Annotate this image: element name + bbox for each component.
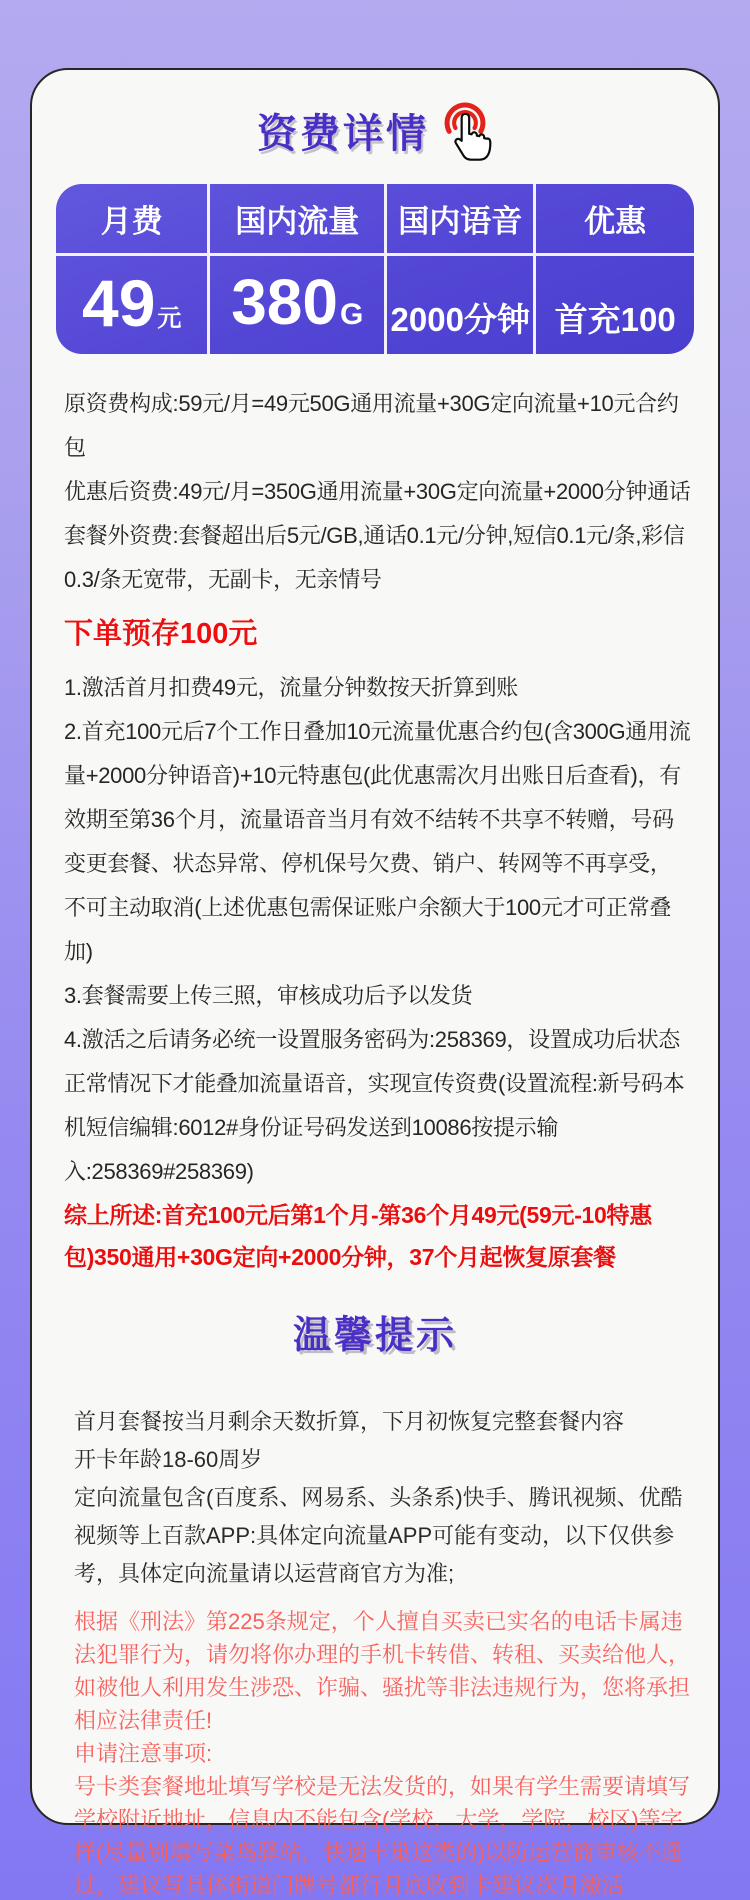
data-value: 380: [231, 266, 338, 338]
term-item: 1.激活首月扣费49元，流量分钟数按天折算到账: [64, 675, 518, 700]
data-unit: G: [339, 298, 364, 331]
warning-item: 号卡类套餐地址填写学校是无法发货的，如果有学生需要请填写学校附近地址，信息内不能包含(学校，大学，学院，校区)等字样(尽量别填写菜鸟驿站，快递丰巢这类的)以防运营商审核不通过，建议写具体街道门牌号都行月底收到卡建议次月激活: [74, 1774, 691, 1898]
detail-paragraph: 优惠后资费:49元/月=350G通用流量+30G定向流量+2000分钟通话: [64, 479, 691, 504]
page-title: 资费详情: [257, 112, 429, 156]
tariff-title-row: [56, 98, 694, 160]
monthly-fee-value: 49: [81, 266, 156, 340]
plan-table-header-promo: 优惠: [536, 184, 694, 256]
summary-paragraph: 综上所述:首充100元后第1个月-第36个月49元(59元-10特惠包)350通用+30G定向+2000分钟，37个月起恢复原套餐: [64, 1202, 652, 1270]
tips-title: 温馨提示: [292, 1315, 457, 1357]
term-item: 4.激活之后请务必统一设置服务密码为:258369，设置成功后状态正常情况下才能叠加流量语音，实现宣传资费(设置流程:新号码本机短信编辑:6012#身份证号码发送到10086按提示输入:258369#258369): [64, 1027, 685, 1184]
deposit-heading: 下单预存100元: [64, 618, 258, 650]
content-card: [30, 68, 720, 1898]
tips-section: [74, 1403, 692, 1900]
tariff-details-section: [64, 382, 692, 1278]
plan-cell-voice: [387, 256, 536, 354]
plan-table: [56, 184, 694, 354]
plan-table-header-voice: 国内语音: [387, 184, 536, 256]
voice-value: 2000分钟: [390, 300, 530, 338]
warning-item: 申请注意事项:: [74, 1741, 213, 1766]
plan-table-header-monthly-fee: 月费: [56, 184, 210, 256]
tip-item: 首月套餐按当月剩余天数折算，下月初恢复完整套餐内容: [74, 1409, 625, 1434]
term-item: 3.套餐需要上传三照，审核成功后予以发货: [64, 983, 473, 1008]
plan-cell-data: [210, 256, 387, 354]
term-item: 2.首充100元后7个工作日叠加10元流量优惠合约包(含300G通用流量+2000分钟语音)+10元特惠包(此优惠需次月出账日后查看)，有效期至第36个月，流量语音当月有效不结转不共享不转赠，号码变更套餐、状态异常、停机保号欠费、销户、转网等不再享受，不可主动取消(上述优惠包需保证账户余额大于100元才可正常叠加): [64, 719, 691, 964]
plan-table-header-data: 国内流量: [210, 184, 387, 256]
click-hand-icon: [437, 98, 493, 168]
detail-paragraph: 原资费构成:59元/月=49元50G通用流量+30G定向流量+10元合约包: [64, 391, 679, 460]
detail-paragraph: 套餐外资费:套餐超出后5元/GB,通话0.1元/分钟,短信0.1元/条,彩信0.3/条无宽带，无副卡，无亲情号: [64, 523, 685, 592]
plan-cell-promo: [536, 256, 694, 354]
legal-warnings: [74, 1605, 692, 1900]
monthly-fee-unit: 元: [157, 305, 182, 332]
promo-value: 首充100: [554, 300, 676, 338]
tip-item: 开卡年龄18-60周岁: [74, 1447, 263, 1472]
warning-item: 根据《刑法》第225条规定，个人擅自买卖已实名的电话卡属违法犯罪行为，请勿将你办理的手机卡转借、转租、买卖给他人，如被他人利用发生涉恐、诈骗、骚扰等非法违规行为，您将承担相应法律责任!: [74, 1609, 691, 1733]
plan-cell-monthly-fee: [56, 256, 210, 354]
tip-item: 定向流量包含(百度系、网易系、头条系)快手、腾讯视频、优酷视频等上百款APP:具体定向流量APP可能有变动，以下仅供参考，具体定向流量请以运营商官方为准;: [74, 1485, 683, 1586]
